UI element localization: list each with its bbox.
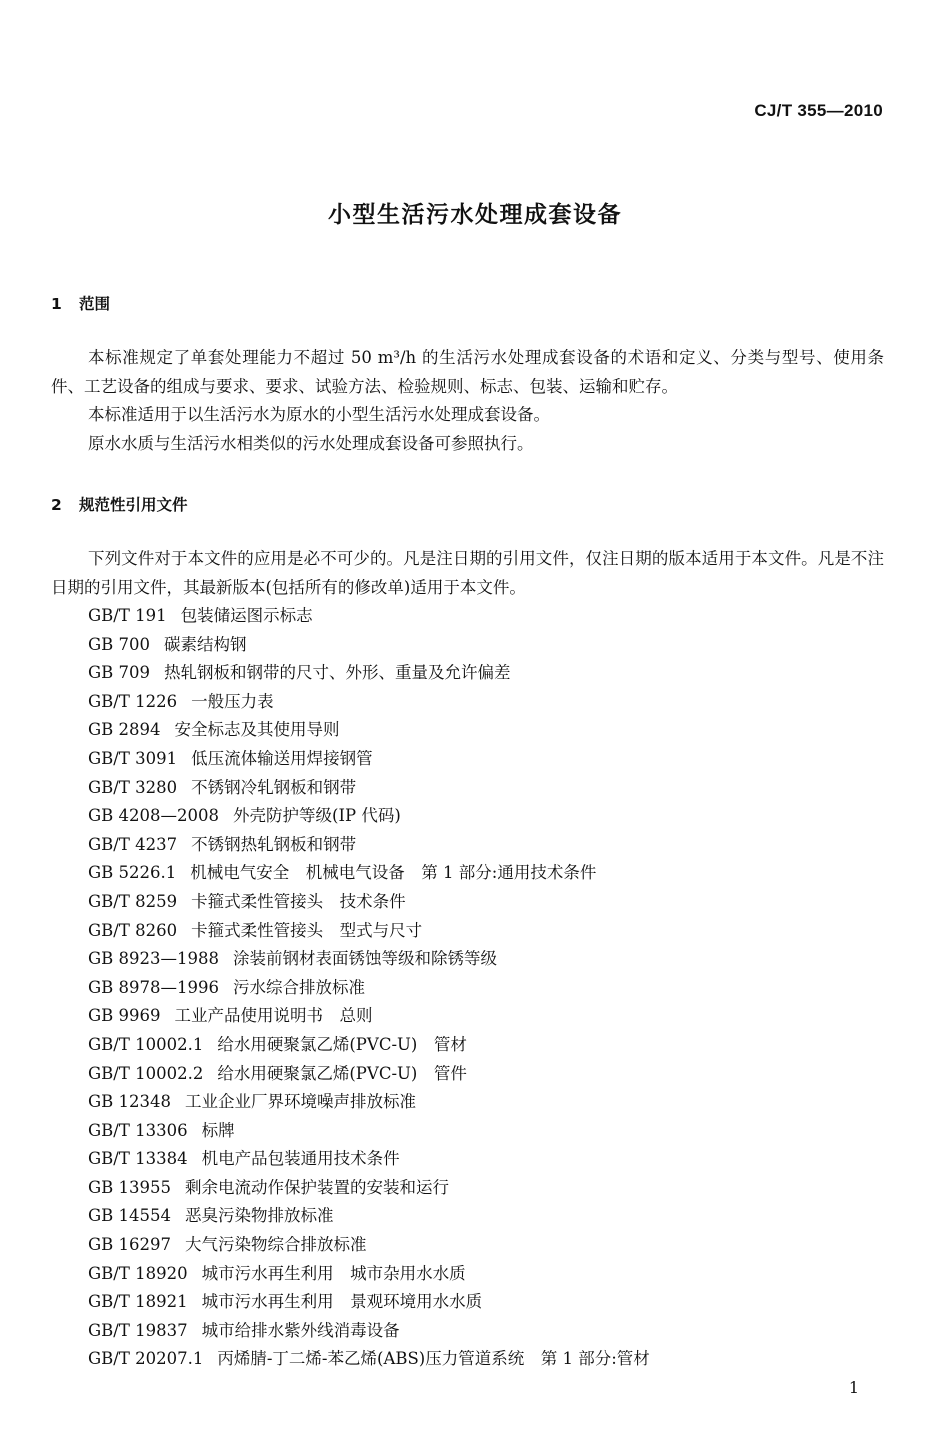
reference-item: [88, 1002, 650, 1031]
reference-code: GB/T 8259: [88, 891, 178, 911]
section-title: 规范性引用文件: [79, 496, 188, 514]
reference-title: 给水用硬聚氯乙烯(PVC-U) 管材: [217, 1034, 467, 1054]
reference-item: [88, 745, 650, 774]
reference-item: [88, 1317, 650, 1346]
reference-code: GB/T 10002.2: [88, 1063, 204, 1083]
reference-item: [88, 831, 650, 860]
reference-item: [88, 1060, 650, 1089]
reference-item: [88, 1174, 650, 1203]
reference-code: GB/T 20207.1: [88, 1349, 204, 1369]
reference-item: [88, 1031, 650, 1060]
reference-code: GB 16297: [88, 1235, 172, 1255]
reference-title: 热轧钢板和钢带的尺寸、外形、重量及允许偏差: [164, 663, 511, 683]
reference-code: GB 12348: [88, 1092, 172, 1112]
reference-title: 剩余电流动作保护装置的安装和运行: [185, 1177, 450, 1197]
reference-title: 不锈钢冷轧钢板和钢带: [191, 777, 357, 797]
reference-title: 不锈钢热轧钢板和钢带: [191, 834, 357, 854]
reference-title: 卡箍式柔性管接头 技术条件: [191, 891, 406, 911]
reference-item: [88, 1345, 650, 1374]
reference-title: 标牌: [201, 1120, 235, 1140]
reference-code: GB/T 10002.1: [88, 1034, 204, 1054]
reference-item: [88, 631, 650, 660]
reference-item: [88, 1288, 650, 1317]
section-number: 1: [51, 295, 62, 313]
reference-code: GB 2894: [88, 720, 161, 740]
reference-title: 污水综合排放标准: [233, 977, 366, 997]
reference-title: 恶臭污染物排放标准: [185, 1206, 334, 1226]
reference-code: GB 8978—1996: [88, 977, 220, 997]
reference-item: [88, 1088, 650, 1117]
reference-item: [88, 1117, 650, 1146]
reference-code: GB 9969: [88, 1006, 161, 1026]
reference-code: GB/T 18920: [88, 1263, 188, 1283]
reference-item: [88, 659, 650, 688]
section-title: 范围: [79, 295, 111, 313]
reference-title: 大气污染物综合排放标准: [185, 1235, 367, 1255]
reference-code: GB/T 18921: [88, 1292, 188, 1312]
reference-item: [88, 859, 650, 888]
reference-item: [88, 802, 650, 831]
scope-reference-note: 原水水质与生活污水相类似的污水处理成套设备可参照执行。: [88, 434, 534, 453]
reference-title: 碳素结构钢: [164, 634, 247, 654]
reference-code: GB 13955: [88, 1177, 172, 1197]
reference-title: 机电产品包装通用技术条件: [201, 1149, 400, 1169]
reference-code: GB/T 19837: [88, 1320, 188, 1340]
reference-title: 涂装前钢材表面锈蚀等级和除锈等级: [233, 949, 498, 969]
reference-item: [88, 974, 650, 1003]
reference-item: [88, 1145, 650, 1174]
reference-title: 工业企业厂界环境噪声排放标准: [185, 1092, 417, 1112]
reference-item: [88, 1260, 650, 1289]
references-intro: 下列文件对于本文件的应用是必不可少的。凡是注日期的引用文件，仅注日期的版本适用于本文件。凡是不注日期的引用文件，其最新版本(包括所有的修改单)适用于本文件。: [51, 549, 884, 597]
reference-title: 包装储运图示标志: [180, 606, 313, 625]
reference-code: GB 709: [88, 663, 151, 683]
section-number: 2: [51, 496, 62, 514]
reference-title: 工业产品使用说明书 总则: [174, 1006, 373, 1026]
reference-title: 安全标志及其使用导则: [174, 720, 340, 740]
reference-code: GB/T 3091: [88, 748, 178, 768]
reference-item: [88, 1202, 650, 1231]
reference-code: GB 700: [88, 634, 151, 654]
reference-code: GB/T 4237: [88, 834, 178, 854]
standard-code: CJ/T 355—2010: [754, 101, 883, 120]
reference-code: GB 14554: [88, 1206, 172, 1226]
reference-code: GB/T 3280: [88, 777, 178, 797]
reference-item: [88, 888, 650, 917]
section-heading-normative-references: [51, 493, 188, 515]
scope-paragraph: 本标准规定了单套处理能力不超过 50 m³/h 的生活污水处理成套设备的术语和定义、分类与型号、使用条件、工艺设备的组成与要求、要求、试验方法、检验规则、标志、包装、运输和贮存。: [51, 348, 884, 396]
reference-code: GB/T 13384: [88, 1149, 188, 1169]
reference-item: [88, 917, 650, 946]
reference-code: GB/T 13306: [88, 1120, 188, 1140]
reference-item: [88, 774, 650, 803]
reference-item: [88, 1231, 650, 1260]
reference-title: 城市污水再生利用 景观环境用水水质: [201, 1292, 483, 1312]
reference-title: 丙烯腈-丁二烯-苯乙烯(ABS)压力管道系统 第 1 部分:管材: [217, 1349, 650, 1369]
reference-title: 城市污水再生利用 城市杂用水水质: [201, 1263, 466, 1283]
reference-title: 一般压力表: [191, 691, 274, 711]
reference-item: [88, 945, 650, 974]
document-title: 小型生活污水处理成套设备: [328, 202, 622, 228]
reference-item: [88, 716, 650, 745]
reference-code: GB 8923—1988: [88, 949, 220, 969]
reference-title: 外壳防护等级(IP 代码): [233, 806, 401, 826]
reference-title: 低压流体输送用焊接钢管: [191, 748, 373, 768]
reference-code: GB 5226.1: [88, 863, 177, 883]
reference-item: [88, 602, 650, 631]
reference-item: [88, 688, 650, 717]
reference-code: GB/T 191: [88, 606, 167, 625]
reference-code: GB/T 8260: [88, 920, 178, 940]
reference-title: 机械电气安全 机械电气设备 第 1 部分:通用技术条件: [190, 863, 597, 883]
page-number: 1: [848, 1378, 859, 1397]
reference-code: GB 4208—2008: [88, 806, 220, 826]
reference-title: 卡箍式柔性管接头 型式与尺寸: [191, 920, 423, 940]
section-heading-scope: [51, 292, 110, 314]
reference-title: 城市给排水紫外线消毒设备: [201, 1320, 400, 1340]
scope-applicability: 本标准适用于以生活污水为原水的小型生活污水处理成套设备。: [88, 405, 550, 424]
reference-title: 给水用硬聚氯乙烯(PVC-U) 管件: [217, 1063, 467, 1083]
reference-code: GB/T 1226: [88, 691, 178, 711]
reference-list: [88, 602, 650, 1374]
